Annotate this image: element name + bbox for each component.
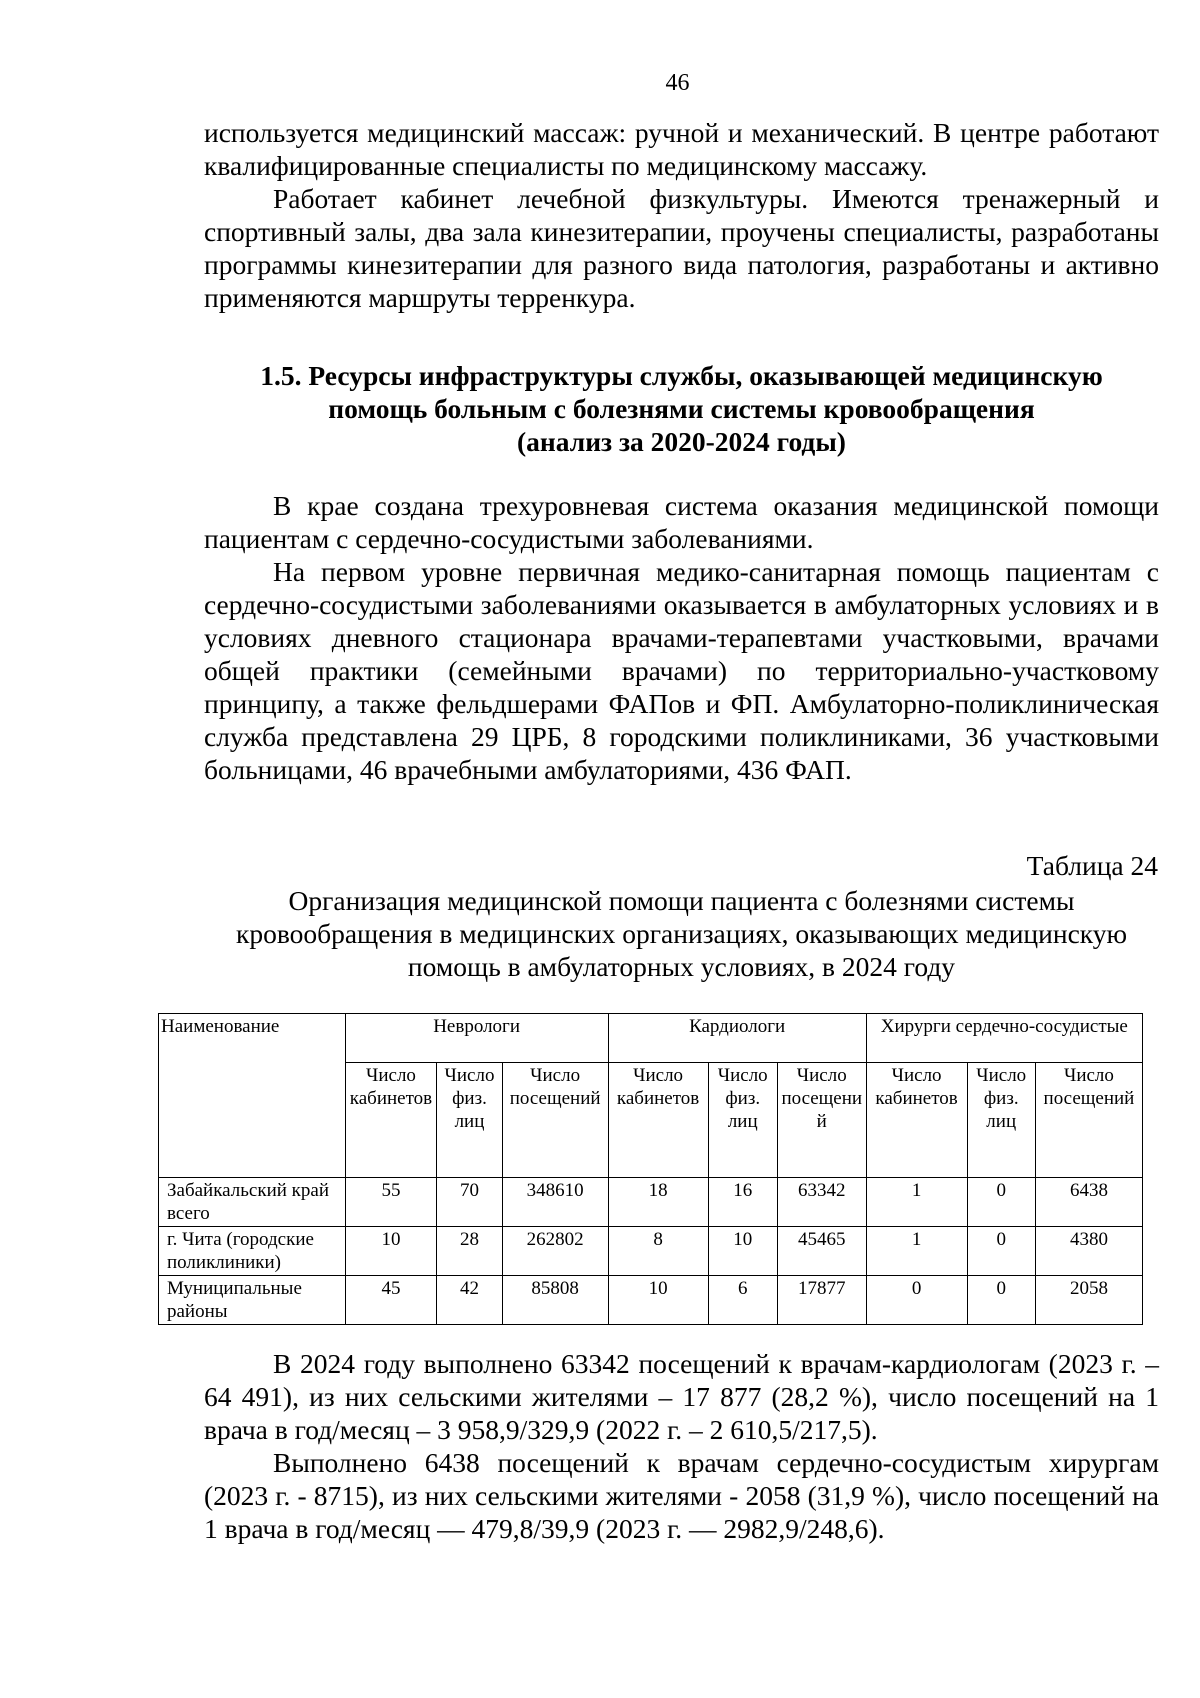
section-heading-line-3: (анализ за 2020-2024 годы) [517, 426, 846, 457]
table-cell: 18 [608, 1178, 708, 1227]
table-cell: 1 [866, 1227, 967, 1276]
table-cell: 6438 [1035, 1178, 1142, 1227]
table-row [159, 1276, 1143, 1325]
row-name: Муниципальные районы [159, 1276, 346, 1325]
subheader-cell: Число кабинетов [608, 1063, 708, 1178]
table-cell: 17877 [777, 1276, 866, 1325]
table-cell: 262802 [502, 1227, 608, 1276]
table-row [159, 1227, 1143, 1276]
subheader-cell: Число посещений [1035, 1063, 1142, 1178]
table-title [204, 884, 1159, 983]
header-group-cardio-surgeons: Хирурги сердечно-сосудистые [866, 1014, 1142, 1063]
subheader-cell: Число посещений [502, 1063, 608, 1178]
table-cell: 45 [345, 1276, 437, 1325]
table-cell: 42 [437, 1276, 502, 1325]
table-cell: 28 [437, 1227, 502, 1276]
table-row [159, 1178, 1143, 1227]
intro-paragraph-1: используется медицинский массаж: ручной и механический. В центре работают квалифицированные специалисты по медицинскому массажу. [204, 117, 1159, 181]
table-label: Таблица 24 [1026, 850, 1158, 881]
data-table [158, 1013, 1143, 1325]
subheader-cell: Число кабинетов [345, 1063, 437, 1178]
table-cell: 8 [608, 1227, 708, 1276]
closing-paragraph-2: Выполнено 6438 посещений к врачам сердечно-сосудистым хирургам (2023 г. - 8715), из них сельскими жителями - 2058 (31,9 %), число посещений на 1 врача в год/месяц — 479,8/39,9 (2023 г. — 2982,9/248,6). [204, 1447, 1159, 1544]
subheader-cell: Число посещени й [777, 1063, 866, 1178]
table-cell: 0 [967, 1227, 1035, 1276]
subheader-cell: Число физ. лиц [437, 1063, 502, 1178]
table-cell: 0 [967, 1276, 1035, 1325]
table-cell: 16 [708, 1178, 777, 1227]
table-cell: 10 [608, 1276, 708, 1325]
page-number: 46 [665, 70, 690, 96]
table-title-line-2: кровообращения в медицинских организациях, оказывающих медицинскую [235, 918, 1128, 949]
closing-text [204, 1347, 1159, 1545]
table-cell: 10 [708, 1227, 777, 1276]
table-cell: 55 [345, 1178, 437, 1227]
table-title-line-1: Организация медицинской помощи пациента с болезнями системы [288, 885, 1075, 916]
section-heading-line-2: помощь больным с болезнями системы кровообращения [328, 393, 1035, 424]
subheader-cell: Число физ. лиц [708, 1063, 777, 1178]
table-header-row-1 [159, 1014, 1143, 1063]
table-cell: 6 [708, 1276, 777, 1325]
intro-paragraph-2: Работает кабинет лечебной физкультуры. Имеются тренажерный и спортивный залы, два зала кинезитерапии, проучены специалисты, разработаны программы кинезитерапии для разного вида патология, разработаны и активно применяются маршруты терренкура. [204, 183, 1159, 313]
table-cell: 70 [437, 1178, 502, 1227]
header-group-neurologists: Неврологи [345, 1014, 608, 1063]
body-text [204, 489, 1159, 786]
table-cell: 0 [866, 1276, 967, 1325]
header-name: Наименование [159, 1014, 346, 1178]
header-group-cardiologists: Кардиологи [608, 1014, 866, 1063]
intro-text [204, 116, 1159, 314]
table-cell: 1 [866, 1178, 967, 1227]
row-name: г. Чита (городские поликлиники) [159, 1227, 346, 1276]
table-cell: 63342 [777, 1178, 866, 1227]
table-cell: 45465 [777, 1227, 866, 1276]
section-heading [204, 359, 1159, 458]
table-cell: 10 [345, 1227, 437, 1276]
body-paragraph-2: На первом уровне первичная медико-санитарная помощь пациентам с сердечно-сосудистыми заболеваниями оказывается в амбулаторных условиях и в условиях дневного стационара врачами-терапевтами участковыми, врачами общей практики (семейными врачами) по территориально-участковому принципу, а также фельдшерами ФАПов и ФП. Амбулаторно-поликлиническая служба представлена 29 ЦРБ, 8 городскими поликлиниками, 36 участковыми больницами, 46 врачебными амбулаториями, 436 ФАП. [204, 556, 1159, 785]
table-title-line-3: помощь в амбулаторных условиях, в 2024 году [407, 951, 956, 982]
section-heading-line-1: 1.5. Ресурсы инфраструктуры службы, оказывающей медицинскую [260, 360, 1103, 391]
subheader-cell: Число физ. лиц [967, 1063, 1035, 1178]
table-cell: 2058 [1035, 1276, 1142, 1325]
table-cell: 4380 [1035, 1227, 1142, 1276]
subheader-cell: Число кабинетов [866, 1063, 967, 1178]
body-paragraph-1: В крае создана трехуровневая система оказания медицинской помощи пациентам с сердечно-сосудистыми заболеваниями. [204, 490, 1159, 554]
table-cell: 348610 [502, 1178, 608, 1227]
table-cell: 0 [967, 1178, 1035, 1227]
closing-paragraph-1: В 2024 году выполнено 63342 посещений к врачам-кардиологам (2023 г. – 64 491), из них сельскими жителями – 17 877 (28,2 %), число посещений на 1 врача в год/месяц – 3 958,9/329,9 (2022 г. – 2 610,5/217,5). [204, 1348, 1159, 1445]
row-name: Забайкальский край всего [159, 1178, 346, 1227]
table-cell: 85808 [502, 1276, 608, 1325]
